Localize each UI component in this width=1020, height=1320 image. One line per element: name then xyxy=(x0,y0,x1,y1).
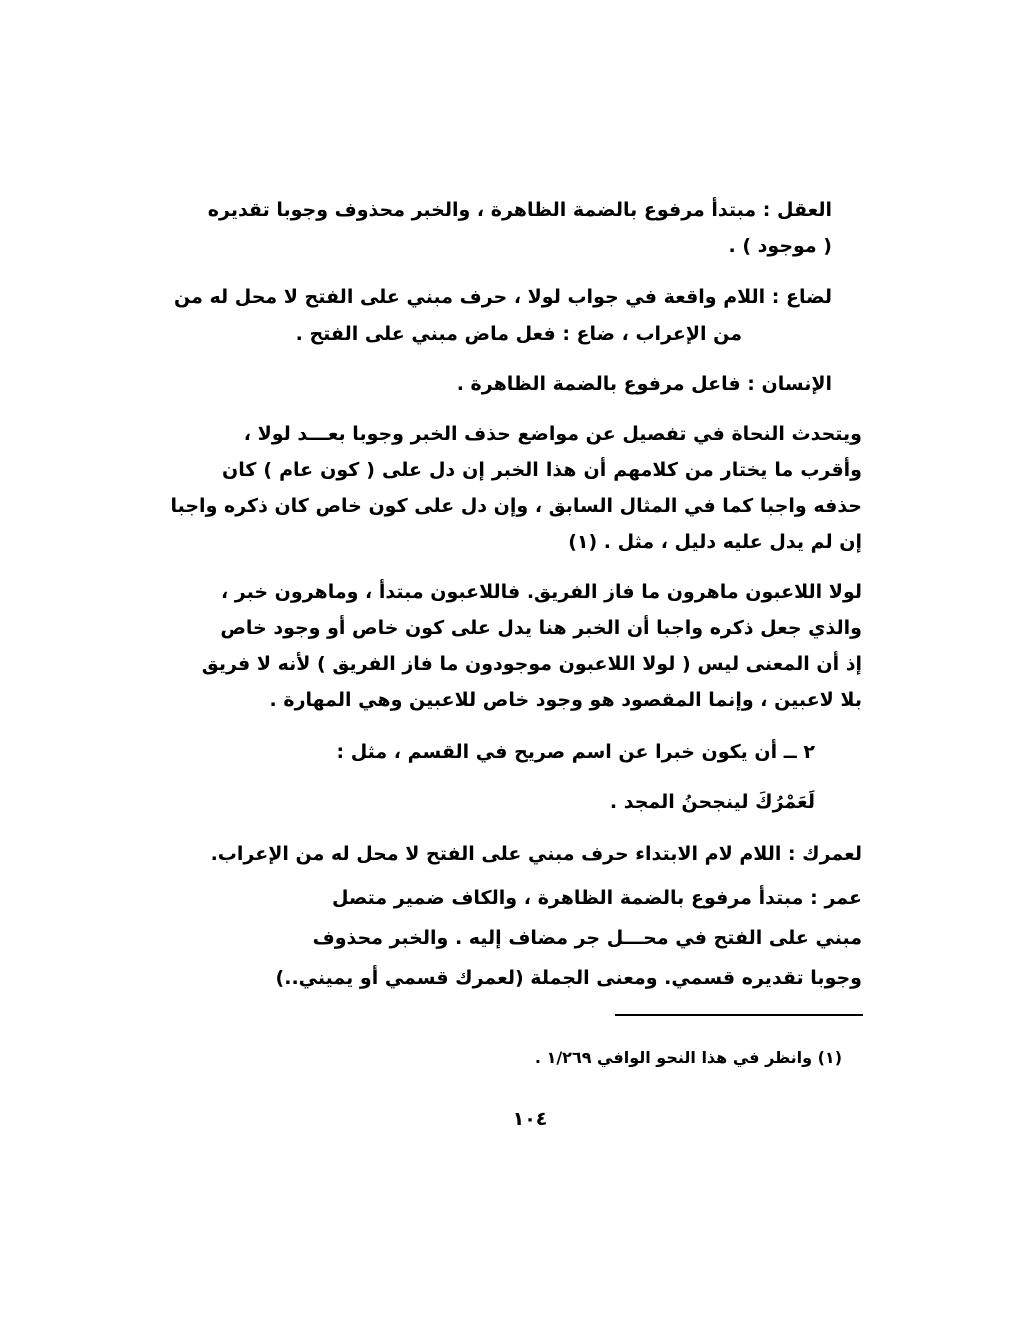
footnote: (١) وانظر في هذا النحو الوافي ١/٢٦٩ . xyxy=(534,1048,842,1067)
text-line: الإنسان : فاعل مرفوع بالضمة الظاهرة . xyxy=(456,373,832,395)
text-line: عمر : مبتدأ مرفوع بالضمة الظاهرة ، والكاف ضمير متصل xyxy=(332,887,862,909)
text-line: حذفه واجبا كما في المثال السابق ، وإن دل على كون خاص كان ذكره واجبا xyxy=(170,495,862,517)
footnote-divider xyxy=(615,1014,863,1016)
text-line: ٢ ــ أن يكون خبرا عن اسم صريح في القسم ، مثل : xyxy=(336,741,815,763)
text-line: مبني على الفتح في محـــل جر مضاف إليه . والخبر محذوف xyxy=(312,927,862,949)
text-line: لضاع : اللام واقعة في جواب لولا ، حرف مبني على الفتح لا محل له من xyxy=(174,286,832,308)
text-line: إن لم يدل عليه دليل ، مثل . (١) xyxy=(568,531,862,553)
text-line: والذي جعل ذكره واجبا أن الخبر هنا يدل على كون خاص أو وجود خاص xyxy=(220,617,862,639)
text-line: بلا لاعبين ، وإنما المقصود هو وجود خاص للاعبين وهي المهارة . xyxy=(269,689,862,711)
text-line: ويتحدث النحاة في تفصيل عن مواضع حذف الخبر وجوبا بعـــد لولا ، xyxy=(243,423,862,445)
text-line: لولا اللاعبون ماهرون ما فاز الفريق. فاللاعبون مبتدأ ، وماهرون خبر ، xyxy=(220,581,862,603)
text-line: ( موجود ) . xyxy=(728,235,832,257)
text-line: وجوبا تقديره قسمي. ومعنى الجملة (لعمرك قسمي أو يميني..) xyxy=(275,967,862,989)
text-line: من الإعراب ، ضاع : فعل ماض مبني على الفتح . xyxy=(295,323,742,345)
text-line: العقل : مبتدأ مرفوع بالضمة الظاهرة ، والخبر محذوف وجوبا تقديره xyxy=(207,199,832,221)
page-number: ١٠٤ xyxy=(512,1108,548,1130)
text-line: وأقرب ما يختار من كلامهم أن هذا الخبر إن دل على ( كون عام ) كان xyxy=(222,459,862,481)
text-line: لعمرك : اللام لام الابتداء حرف مبني على الفتح لا محل له من الإعراب. xyxy=(210,843,862,865)
text-line: إذ أن المعنى ليس ( لولا اللاعبون موجودون ما فاز الفريق ) لأنه لا فريق xyxy=(201,653,862,675)
text-line: لَعَمْرُكَ لينجحنُ المجد . xyxy=(609,791,815,813)
